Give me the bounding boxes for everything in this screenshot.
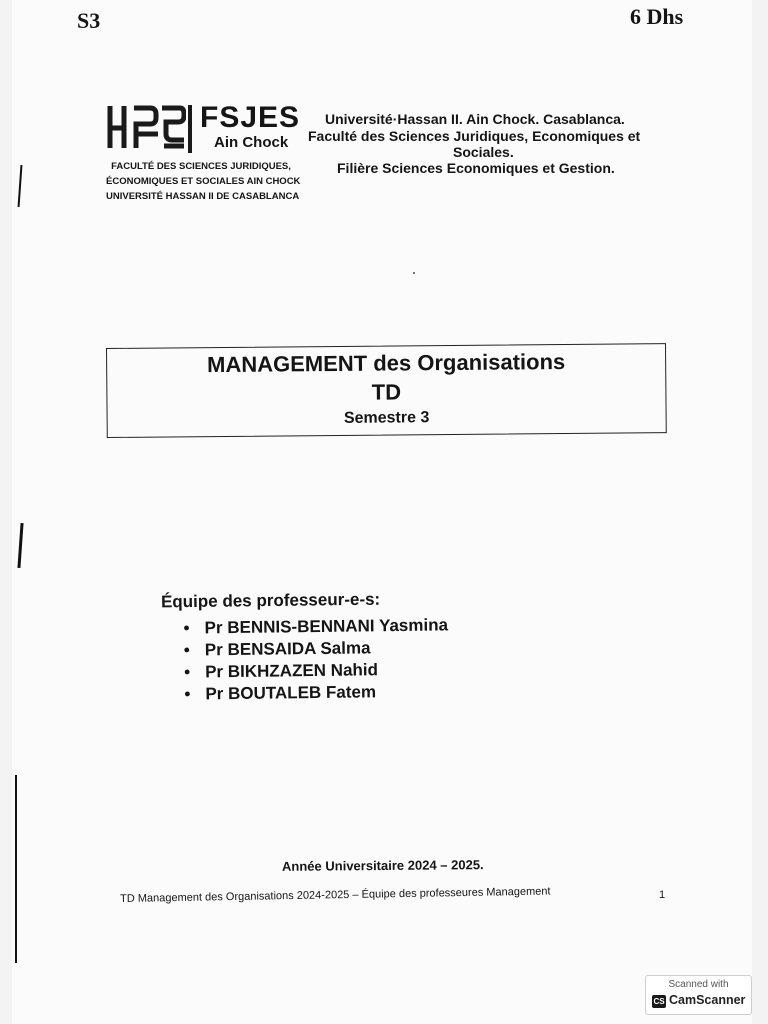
watermark-brand: CamScanner [669,993,746,1007]
scan-speck [413,272,415,274]
list-item: • Pr BENNIS-BENNANI Yasmina [183,615,449,638]
semester-label: Semestre 3 [343,409,430,427]
program-line: Filière Sciences Economiques et Gestion. [337,160,615,176]
logo-caption-line: ÉCONOMIQUES ET SOCIALES AIN CHOCK [106,176,301,187]
logo-subtitle: Ain Chock [214,134,289,151]
team-heading: Équipe des professeur-e-s: [160,589,381,612]
list-item: • Pr BENSAIDA Salma [183,638,371,660]
faculty-line-cont: Sociales. [453,144,514,160]
scan-mark [15,775,17,963]
university-line: Université·Hassan II. Ain Chock. Casablanca. [325,111,625,127]
professor-name: Pr BOUTALEB Fatem [205,682,377,704]
footer-text: TD Management des Organisations 2024-2025 – Équipe des professeures Management [120,885,551,905]
logo-caption-line: FACULTÉ DES SCIENCES JURIDIQUES, [111,161,291,172]
title-box [106,343,667,438]
price-label: 6 Dhs [630,4,684,29]
logo-caption-line: UNIVERSITÉ HASSAN II DE CASABLANCA [106,191,300,202]
professor-name: Pr BENNIS-BENNANI Yasmina [204,615,449,638]
list-item: • Pr BIKHZAZEN Nahid [184,660,379,682]
camscanner-logo-icon: CS [653,997,665,1006]
professor-name: Pr BENSAIDA Salma [204,638,371,660]
watermark-caption: Scanned with [668,979,729,990]
faculty-line: Faculté des Sciences Juridiques, Economiques et [308,128,641,144]
page-number: 1 [659,889,666,901]
list-item: • Pr BOUTALEB Fatem [184,682,377,704]
university-emblem-icon [106,104,186,150]
logo-caption [106,159,301,204]
level-code: S3 [77,8,101,33]
academic-year: Année Universitaire 2024 – 2025. [281,857,484,874]
document-title: MANAGEMENT des Organisations [206,348,566,378]
document-subtitle: TD [371,379,402,405]
faculty-logo [106,101,301,206]
logo-acronym: FSJES [200,101,301,134]
professor-name: Pr BIKHZAZEN Nahid [205,660,379,682]
team-list [183,615,448,706]
logo-divider [188,105,192,153]
camscanner-watermark [645,975,752,1015]
